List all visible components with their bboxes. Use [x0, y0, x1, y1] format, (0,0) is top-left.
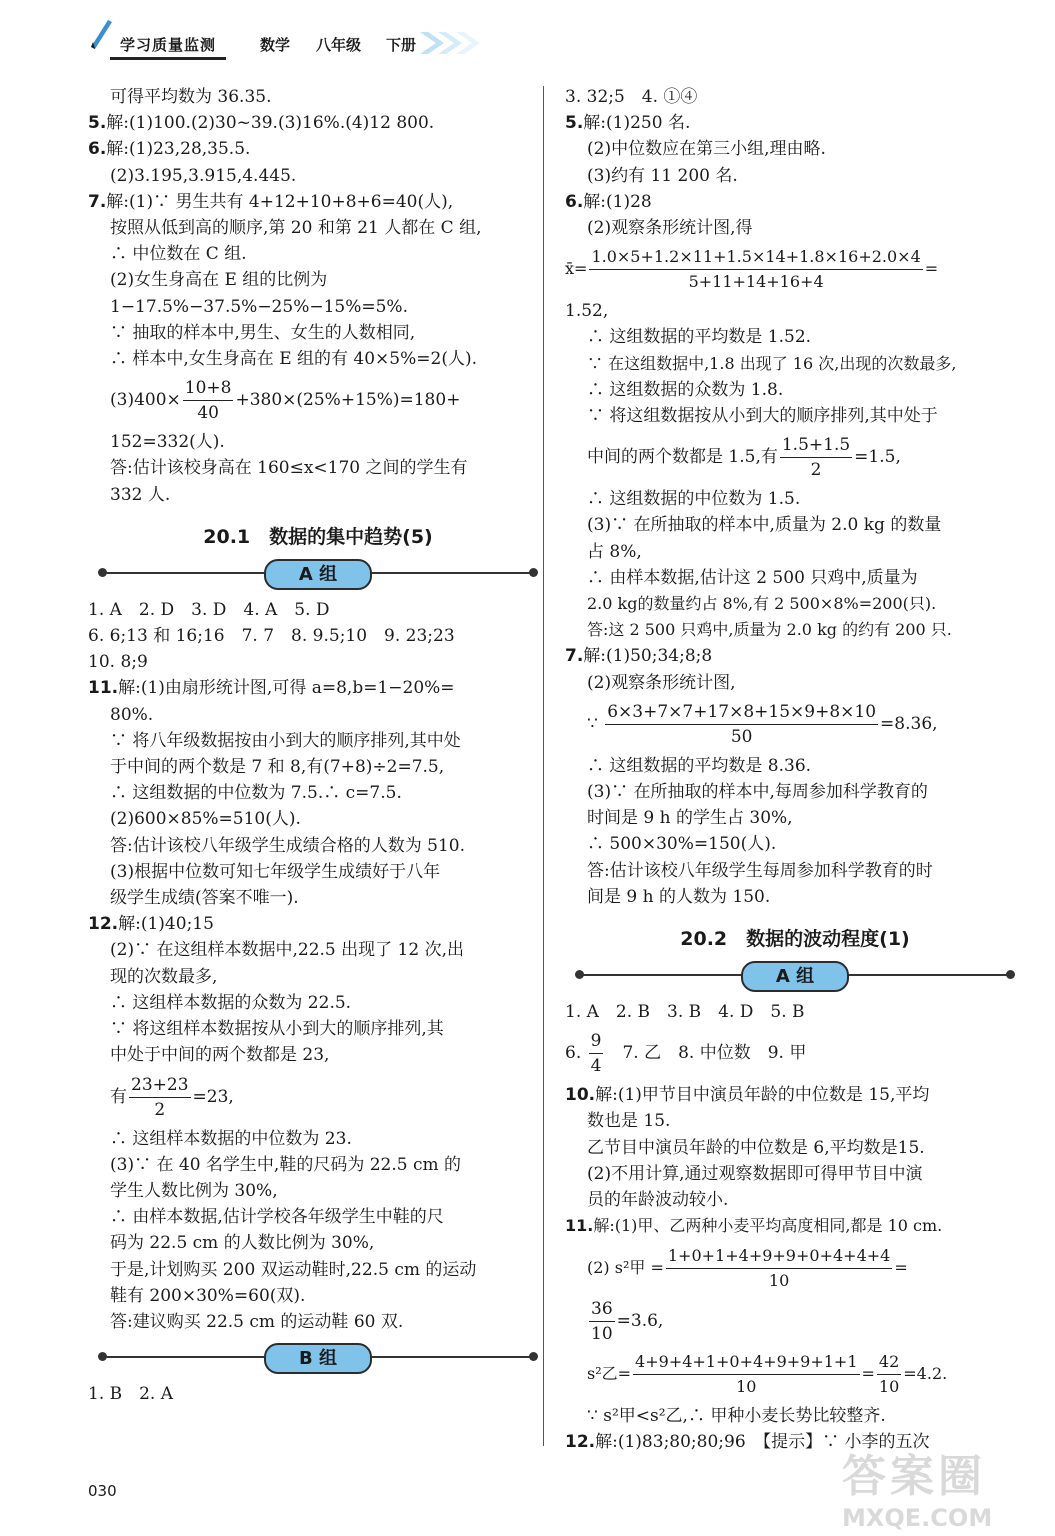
text-line: 占 8%, [587, 541, 642, 562]
text-line: ∵ 在这组数据中,1.8 出现了 16 次,出现的次数最多, [587, 353, 957, 373]
fraction: $\frac{1+0+1+4+9+9+0+4+4+4}{10}$ [667, 1245, 891, 1290]
text-line: ∴ 由样本数据,估计这 2 500 只鸡中,质量为 [587, 567, 918, 588]
text-line: ∴ 这组数据的平均数是 8.36. [587, 755, 812, 776]
group-label: B 组 [264, 1343, 372, 1374]
answer-6: 6.解:(1)28 [565, 191, 652, 212]
text-line: ∵ 将这组数据按从小到大的顺序排列,其中处于 [587, 406, 938, 427]
group-b-banner [88, 1341, 548, 1373]
text-line: 乙节目中演员年龄的中位数是 6,平均数是15. [587, 1137, 925, 1158]
answer-row: 1. B 2. A [88, 1384, 174, 1405]
grade-label: 八年级 [316, 36, 362, 54]
text-line: 员的年龄波动较小. [587, 1190, 729, 1211]
text-line: 80%. [110, 704, 154, 725]
section-title: 20.1 数据的集中趋势(5) [203, 525, 433, 548]
fraction: $\frac{6\times 3+7\times 7+17\times 8+15\times 9+8\times 10}{50}$ [607, 701, 877, 747]
text-line: ∴ 中位数在 C 组. [110, 244, 247, 265]
text-line: (2)观察条形统计图,得 [587, 218, 753, 239]
text-line: ∵ 将八年级数据按由小到大的顺序排列,其中处 [110, 730, 461, 751]
fraction: $\frac{10+8}{40}$ [184, 378, 232, 424]
text-line: ∴ 这组数据的中位数为 7.5.∴ c=7.5. [110, 783, 402, 804]
text-line: 时间是 9 h 的学生占 30%, [587, 808, 793, 829]
text-line: ∴ 500×30%=150(人). [587, 834, 777, 855]
fraction: $\frac{9}{4}$ [590, 1031, 602, 1077]
text-line: ∵ 将这组样本数据按从小到大的顺序排列,其 [110, 1019, 444, 1040]
subject-label: 数学 [260, 36, 291, 54]
text-line: (3)∵ 在所抽取的样本中,每周参加科学教育的 [587, 782, 928, 803]
group-a-banner [88, 557, 548, 589]
formula-line: 有 $\frac{23+23}{2}$ =23, [110, 1074, 234, 1120]
text-line: (3)根据中位数可知七年级学生成绩好于八年 [110, 861, 441, 882]
text-line: 码为 22.5 cm 的人数比例为 30%, [110, 1233, 375, 1254]
formula-line: (3)400× $\frac{10+8}{40}$ +380×(25%+15%)=180+ [110, 378, 461, 424]
group-label: A 组 [264, 559, 372, 590]
watermark: 答案圈 MXQE.COM [842, 1451, 993, 1532]
text-line: (3)∵ 在 40 名学生中,鞋的尺码为 22.5 cm 的 [110, 1154, 462, 1175]
text-line: 可得平均数为 36.35. [110, 87, 272, 107]
formula-line: (2) s²甲 = $\frac{1+0+1+4+9+9+0+4+4+4}{10}$ = [565, 1244, 1025, 1293]
text-line: (3)约有 11 200 名. [587, 165, 738, 186]
answer-6: 6.解:(1)23,28,35.5. [88, 139, 251, 160]
formula-line: ∵ $\frac{6\times 3+7\times 7+17\times 8+15\times 9+8\times 10}{50}$ =8.36, [587, 701, 938, 747]
answer-12: 12.解:(1)83;80;80;96 【提示】∵ 小李的五次 [565, 1431, 930, 1452]
answer-5: 5.解:(1)100.(2)30~39.(3)16%.(4)12 800. [88, 113, 435, 134]
formula-line: s²乙= $\frac{4+9+4+1+0+4+9+9+1+1}{10}$ = $\frac{42}{10}$ =4.2. [565, 1350, 1025, 1399]
fraction: $\frac{36}{10}$ [591, 1298, 613, 1344]
text-line: 现的次数最多, [110, 966, 218, 987]
text-line: 152=332(人). [110, 432, 225, 453]
fraction: $\frac{23+23}{2}$ [131, 1074, 189, 1120]
text-line: ∴ 样本中,女生身高在 E 组的有 40×5%=2(人). [110, 349, 478, 370]
text-line: 间是 9 h 的人数为 150. [587, 886, 771, 907]
answer-row: 10. 8;9 [88, 652, 148, 673]
text-line: (3)∵ 在所抽取的样本中,质量为 2.0 kg 的数量 [587, 515, 942, 536]
answer-5: 5.解:(1)250 名. [565, 113, 691, 134]
text-line: 按照从低到高的顺序,第 20 和第 21 人都在 C 组, [110, 218, 482, 239]
text-line: ∵ s²甲<s²乙,∴ 甲种小麦长势比较整齐. [587, 1405, 886, 1426]
text-line: 于中间的两个数是 7 和 8,有(7+8)÷2=7.5, [110, 757, 445, 778]
text-line: 1.52, [565, 301, 609, 322]
group-label: A 组 [741, 961, 849, 992]
text-line: 答:这 2 500 只鸡中,质量为 2.0 kg 的约有 200 只. [587, 620, 952, 640]
fraction: $\frac{42}{10}$ [878, 1351, 900, 1396]
text-line: 答:估计该校八年级学生成绩合格的人数为 510. [110, 835, 465, 856]
text-line: ∴ 这组样本数据的中位数为 23. [110, 1128, 352, 1149]
answer-7: 7.解:(1)∵ 男生共有 4+12+10+8+6=40(人), [88, 191, 454, 212]
answer-12: 12.解:(1)40;15 [88, 914, 214, 935]
text-line: 332 人. [110, 484, 171, 505]
answer-row: 1. A 2. B 3. B 4. D 5. B [565, 1002, 805, 1023]
fraction: $\frac{1.0\times 5+1.2\times 11+1.5\times 14+1.8\times 16+2.0\times 4}{5+11+14+16+4}$ [591, 247, 921, 292]
text-line: ∴ 这组数据的众数为 1.8. [587, 379, 784, 400]
answer-11: 11.解:(1)甲、乙两种小麦平均高度相同,都是 10 cm. [565, 1216, 943, 1236]
text-line: 数也是 15. [587, 1111, 671, 1132]
text-line: 于是,计划购买 200 双运动鞋时,22.5 cm 的运动 [110, 1259, 477, 1280]
text-line: (2)∵ 在这组样本数据中,22.5 出现了 12 次,出 [110, 940, 464, 961]
answer-10: 10.解:(1)甲节目中演员年龄的中位数是 15,平均 [565, 1085, 930, 1106]
fraction: $\frac{4+9+4+1+0+4+9+9+1+1}{10}$ [635, 1351, 858, 1396]
text-line: 中处于中间的两个数都是 23, [110, 1045, 330, 1066]
volume-label: 下册 [386, 36, 417, 54]
answer-row: 1. A 2. D 3. D 4. A 5. D [88, 599, 330, 620]
text-line: 答:估计该校身高在 160≤x<170 之间的学生有 [110, 458, 468, 479]
text-line: (2)600×85%=510(人). [110, 809, 301, 830]
page-header [88, 16, 488, 54]
text-line: (2)观察条形统计图, [587, 672, 736, 693]
text-line: (2)女生身高在 E 组的比例为 [110, 270, 328, 291]
text-line: 2.0 kg的数量约占 8%,有 2 500×8%=200(只). [587, 594, 937, 614]
text-line: (2)3.195,3.915,4.445. [110, 165, 297, 186]
answer-row: 6. $\frac{9}{4}$ 7. 乙 8. 中位数 9. 甲 [565, 1031, 807, 1077]
text-line: 1−17.5%−37.5%−25%−15%=5%. [110, 296, 408, 317]
answer-row: 3. 32;5 4. ①④ [565, 87, 698, 107]
text-line: ∵ 抽取的样本中,男生、女生的人数相同, [110, 322, 416, 343]
formula-line: x̄= $\frac{1.0\times 5+1.2\times 11+1.5\times 14+1.8\times 16+2.0\times 4}{5+11+14+16+4}$ = [565, 245, 1025, 294]
text-line: 学生人数比例为 30%, [110, 1180, 278, 1201]
text-line: 级学生成绩(答案不唯一). [110, 888, 299, 909]
answer-11: 11.解:(1)由扇形统计图,可得 a=8,b=1−20%= [88, 678, 455, 699]
text-line: ∴ 这组样本数据的众数为 22.5. [110, 992, 352, 1013]
answer-row: 6. 6;13 和 16;16 7. 7 8. 9.5;10 9. 23;23 [88, 626, 455, 647]
section-title: 20.2 数据的波动程度(1) [680, 928, 910, 951]
text-line: 答:估计该校八年级学生每周参加科学教育的时 [587, 860, 933, 881]
text-line: ∴ 这组数据的中位数为 1.5. [587, 489, 801, 510]
text-line: (2)不用计算,通过观察数据即可得甲节目中演 [587, 1163, 923, 1184]
left-column [88, 84, 548, 1407]
brand-label: 学习质量监测 [110, 32, 226, 60]
page-number: 030 [88, 1482, 117, 1500]
text-line: ∴ 由样本数据,估计学校各年级学生中鞋的尺 [110, 1207, 444, 1228]
answer-7: 7.解:(1)50;34;8;8 [565, 646, 713, 667]
formula-line: 中间的两个数都是 1.5,有 $\frac{1.5+1.5}{2}$ =1.5, [587, 435, 901, 481]
fraction: $\frac{1.5+1.5}{2}$ [781, 435, 851, 481]
text-line: 鞋有 200×30%=60(双). [110, 1285, 306, 1306]
text-line: 答:建议购买 22.5 cm 的运动鞋 60 双. [110, 1311, 404, 1332]
right-column [565, 84, 1025, 1455]
text-line: ∴ 这组数据的平均数是 1.52. [587, 327, 812, 348]
formula-line: $\frac{36}{10}$ =3.6, [591, 1298, 664, 1344]
group-a-banner [565, 959, 1025, 991]
chevron-arrows-icon [418, 28, 488, 58]
text-line: (2)中位数应在第三小组,理由略. [587, 139, 826, 160]
